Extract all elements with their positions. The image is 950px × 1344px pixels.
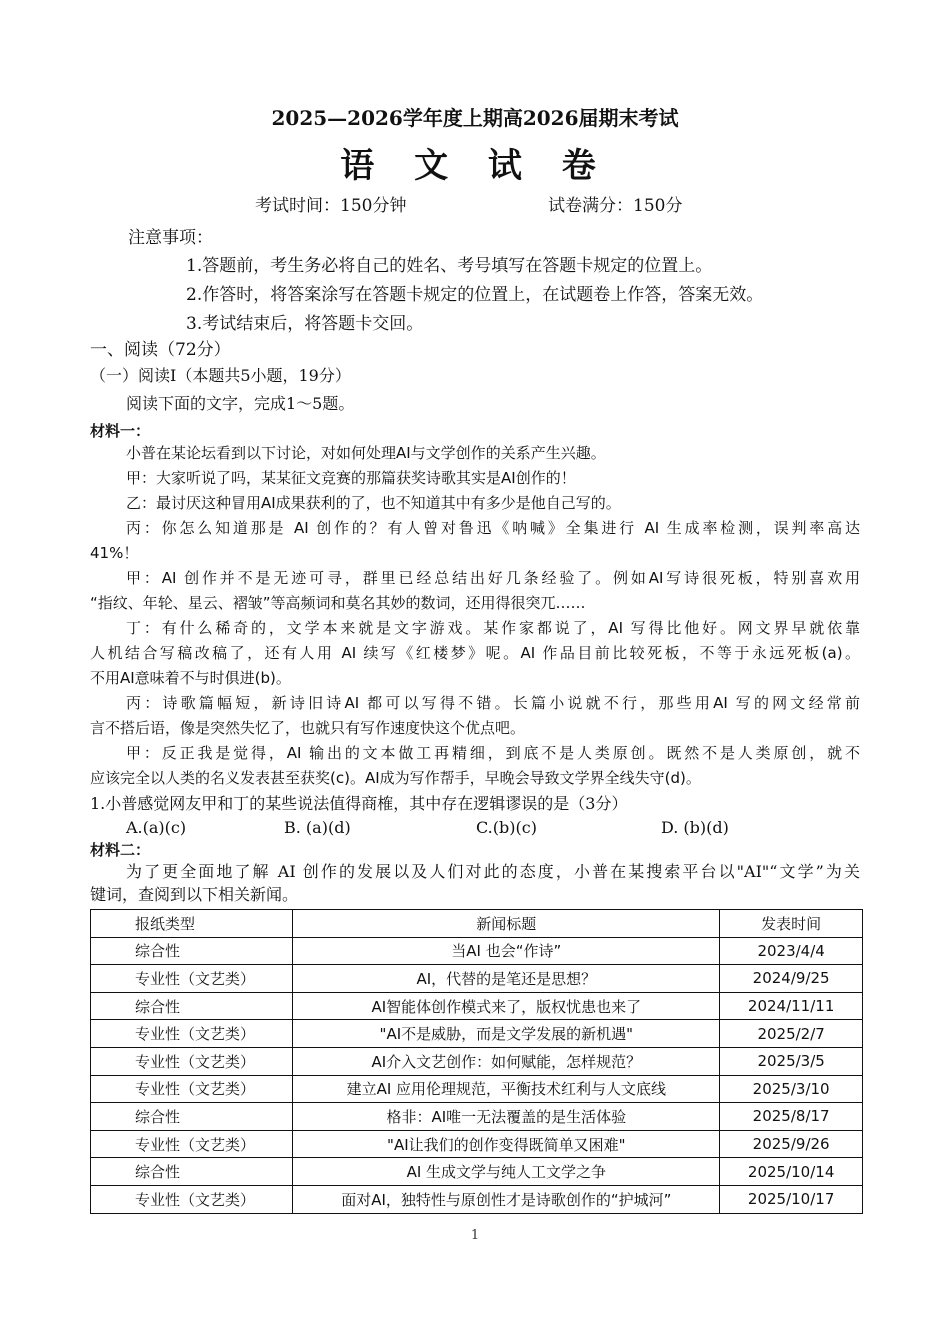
material1-line: 41%！ <box>90 544 139 562</box>
notice-item: 2.作答时，将答案涂写在答题卡规定的位置上，在试题卷上作答，答案无效。 <box>186 285 764 305</box>
instruction: 阅读下面的文字，完成1～5题。 <box>126 394 355 413</box>
table-row <box>91 1075 863 1103</box>
paper-type-cell: 专业性（文艺类） <box>91 1075 293 1103</box>
column-header: 报纸类型 <box>91 910 293 938</box>
subsection-heading: （一）阅读Ⅰ（本题共5小题，19分） <box>90 366 351 385</box>
section-heading: 一、阅读（72分） <box>90 340 231 360</box>
material1-line: 言不搭后语，像是突然失忆了，也就只有写作速度快这个优点吧。 <box>90 719 526 737</box>
date-cell: 2025/10/14 <box>720 1158 863 1186</box>
material2-line: 为了更全面地了解 AI 创作的发展以及人们对此的态度，小普在某搜索平台以"AI"“文学”为关 <box>126 862 860 881</box>
paper-type-cell: 综合性 <box>91 1103 293 1131</box>
date-cell: 2025/8/17 <box>720 1103 863 1131</box>
date-cell: 2024/9/25 <box>720 965 863 993</box>
table-row <box>91 965 863 993</box>
material1-line: 应该完全以人类的名义发表甚至获奖(c)。AI成为写作帮手，早晚会导致文学界全线失守(d)。 <box>90 769 701 787</box>
news-title-cell: AI智能体创作模式来了，版权忧患也来了 <box>293 992 720 1020</box>
material1-line: 乙：最讨厌这种冒用AI成果获利的了，也不知道其中有多少是他自己写的。 <box>126 494 621 512</box>
material1-line: 甲：AI 创作并不是无迹可寻，群里已经总结出好几条经验了。例如AI写诗很死板，特别喜欢用 <box>126 569 860 587</box>
material1-line: 人机结合写稿改稿了，还有人用 AI 续写《红楼梦》呢。AI 作品目前比较死板，不等于永远死板(a)。 <box>90 644 860 662</box>
notice-item: 3.考试结束后，将答题卡交回。 <box>186 314 424 334</box>
date-cell: 2025/3/5 <box>720 1047 863 1075</box>
paper-type-cell: 专业性（文艺类） <box>91 1185 293 1213</box>
material1-line: “指纹、年轮、星云、褶皱”等高频词和莫名其妙的数词，还用得很突兀…… <box>90 594 586 612</box>
news-title-cell: AI 生成文学与纯人工文学之争 <box>293 1158 720 1186</box>
table-row <box>91 1020 863 1048</box>
date-cell: 2024/11/11 <box>720 992 863 1020</box>
notice-item: 1.答题前，考生务必将自己的姓名、考号填写在答题卡规定的位置上。 <box>186 256 713 276</box>
table-row <box>91 1158 863 1186</box>
question-stem: 1.小普感觉网友甲和丁的某些说法值得商榷，其中存在逻辑谬误的是（3分） <box>90 794 628 813</box>
page-number: 1 <box>470 1228 480 1243</box>
news-title-cell: 建立AI 应用伦理规范，平衡技术红利与人文底线 <box>293 1075 720 1103</box>
paper-type-cell: 综合性 <box>91 1158 293 1186</box>
news-title-cell: 当AI 也会“作诗” <box>293 937 720 965</box>
table-row <box>91 1130 863 1158</box>
news-title-cell: 面对AI，独特性与原创性才是诗歌创作的“护城河” <box>293 1185 720 1213</box>
exam-time: 考试时间：150分钟 <box>255 196 407 216</box>
date-cell: 2023/4/4 <box>720 937 863 965</box>
table-row <box>91 937 863 965</box>
table-row <box>91 1185 863 1213</box>
material1-line: 小普在某论坛看到以下讨论，对如何处理AI与文学创作的关系产生兴趣。 <box>126 444 606 462</box>
full-score: 试卷满分：150分 <box>548 196 683 216</box>
paper-type-cell: 专业性（文艺类） <box>91 1020 293 1048</box>
option-b: B. (a)(d) <box>284 818 351 837</box>
material1-label: 材料一： <box>90 422 151 440</box>
material1-line: 丁：有什么稀奇的，文学本来就是文字游戏。某作家都说了，AI 写得比他好。网文界早就依靠 <box>126 619 860 637</box>
news-title-cell: "AI不是威胁，而是文学发展的新机遇" <box>293 1020 720 1048</box>
paper-type-cell: 专业性（文艺类） <box>91 1130 293 1158</box>
material1-line: 丙：诗歌篇幅短，新诗旧诗AI 都可以写得不错。长篇小说就不行，那些用AI 写的网文经常前 <box>126 694 860 712</box>
table-row <box>91 1047 863 1075</box>
date-cell: 2025/9/26 <box>720 1130 863 1158</box>
material2-line: 键词，查阅到以下相关新闻。 <box>90 885 299 904</box>
table-row <box>91 1103 863 1131</box>
table-header-row <box>91 910 863 938</box>
option-d: D. (b)(d) <box>661 818 729 837</box>
news-title-cell: "AI让我们的创作变得既简单又困难" <box>293 1130 720 1158</box>
paper-type-cell: 综合性 <box>91 992 293 1020</box>
option-a: A.(a)(c) <box>126 818 187 837</box>
paper-type-cell: 综合性 <box>91 937 293 965</box>
notice-heading: 注意事项： <box>128 228 213 248</box>
column-header: 新闻标题 <box>293 910 720 938</box>
exam-title: 2025—2026学年度上期高2026届期末考试 <box>271 106 679 130</box>
news-title-cell: AI，代替的是笔还是思想？ <box>293 965 720 993</box>
table-row <box>91 992 863 1020</box>
material1-line: 丙：你怎么知道那是 AI 创作的？有人曾对鲁迅《呐喊》全集进行 AI 生成率检测，误判率高达 <box>126 519 860 537</box>
paper-type-cell: 专业性（文艺类） <box>91 965 293 993</box>
material1-line: 甲：反正我是觉得，AI 输出的文本做工再精细，到底不是人类原创。既然不是人类原创，就不 <box>126 744 860 762</box>
subject-title: 语 文 试 卷 <box>340 146 610 186</box>
date-cell: 2025/3/10 <box>720 1075 863 1103</box>
news-title-cell: 格非：AI唯一无法覆盖的是生活体验 <box>293 1103 720 1131</box>
date-cell: 2025/10/17 <box>720 1185 863 1213</box>
material1-line: 不用AI意味着不与时俱进(b)。 <box>90 669 291 687</box>
news-title-cell: AI介入文艺创作：如何赋能，怎样规范？ <box>293 1047 720 1075</box>
material1-line: 甲：大家听说了吗，某某征文竞赛的那篇获奖诗歌其实是AI创作的！ <box>126 469 576 487</box>
option-c: C.(b)(c) <box>476 818 537 837</box>
news-table <box>90 909 863 1214</box>
date-cell: 2025/2/7 <box>720 1020 863 1048</box>
paper-type-cell: 专业性（文艺类） <box>91 1047 293 1075</box>
column-header: 发表时间 <box>720 910 863 938</box>
material2-label: 材料二： <box>90 841 151 859</box>
